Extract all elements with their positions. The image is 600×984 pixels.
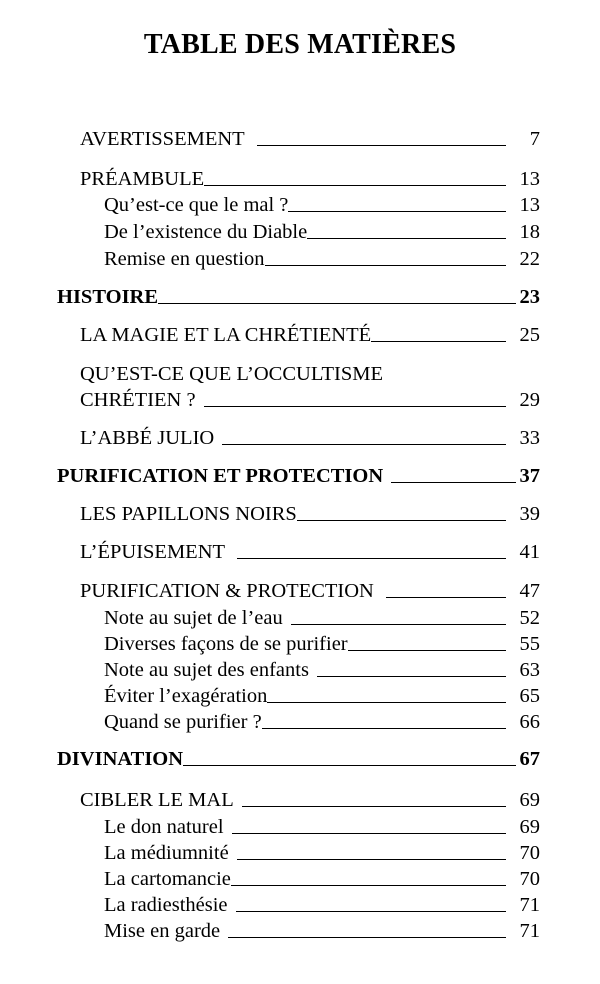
- dot-leader: [317, 676, 506, 677]
- toc-entry-avertissement[interactable]: [80, 126, 540, 152]
- toc-page-number: 13: [519, 194, 540, 216]
- page-title: TABLE DES MATIÈRES: [143, 29, 457, 60]
- dot-leader: [158, 303, 516, 304]
- dot-leader: [204, 406, 506, 407]
- toc-entry-occultisme-chretien[interactable]: [80, 387, 540, 413]
- dot-leader: [222, 444, 506, 445]
- dot-leader: [237, 558, 506, 559]
- toc-page-number: 71: [519, 920, 540, 942]
- toc-entry-label: Note au sujet de l’eau: [104, 607, 283, 629]
- toc-entry-radiesthesie[interactable]: [104, 892, 540, 918]
- toc-entry-papillons-noirs[interactable]: [80, 501, 540, 527]
- toc-entry-label: PRÉAMBULE: [80, 168, 205, 190]
- toc-entry-note-enfants[interactable]: [104, 657, 540, 683]
- toc-entry-label: LA MAGIE ET LA CHRÉTIENTÉ: [80, 324, 372, 346]
- toc-entry-label: Le don naturel: [104, 816, 224, 838]
- toc-page-number: 70: [519, 842, 540, 864]
- dot-leader: [267, 702, 506, 703]
- toc-entry-quest-ce-que-le-mal[interactable]: [104, 192, 540, 218]
- toc-entry-magie-chretiente[interactable]: [80, 322, 540, 348]
- toc-page-number: 22: [519, 248, 540, 270]
- dot-leader: [262, 728, 506, 729]
- toc-section-histoire[interactable]: [57, 284, 540, 310]
- dot-leader: [183, 765, 516, 766]
- toc-entry-mise-en-garde[interactable]: [104, 918, 540, 944]
- toc-page-number: 29: [519, 389, 540, 411]
- toc-page-number: 71: [519, 894, 540, 916]
- toc-page-number: 41: [519, 541, 540, 563]
- dot-leader: [297, 520, 506, 521]
- toc-entry-label: LES PAPILLONS NOIRS: [80, 503, 297, 525]
- toc-entry-label: HISTOIRE: [57, 286, 159, 308]
- toc-page-number: 37: [519, 465, 540, 487]
- dot-leader: [265, 265, 506, 266]
- toc-page-number: 52: [519, 607, 540, 629]
- toc-entry-abbe-julio[interactable]: [80, 425, 540, 451]
- toc-entry-existence-du-diable[interactable]: [104, 219, 540, 245]
- toc-entry-label: Mise en garde: [104, 920, 221, 942]
- dot-leader: [371, 341, 506, 342]
- dot-leader: [242, 806, 506, 807]
- toc-entry-label-line1: QU’EST-CE QUE L’OCCULTISME: [80, 363, 383, 385]
- toc-page-number: 25: [519, 324, 540, 346]
- toc-page-number: 65: [519, 685, 540, 707]
- toc-entry-label: CIBLER LE MAL: [80, 789, 234, 811]
- dot-leader: [291, 624, 506, 625]
- toc-page-number: 39: [519, 503, 540, 525]
- toc-entry-eviter-exageration[interactable]: [104, 683, 540, 709]
- toc-entry-mediumnite[interactable]: [104, 840, 540, 866]
- dot-leader: [386, 597, 506, 598]
- toc-entry-label: Diverses façons de se purifier: [104, 633, 348, 655]
- toc-page-number: 7: [529, 128, 540, 150]
- dot-leader: [307, 238, 506, 239]
- dot-leader: [257, 145, 506, 146]
- dot-leader: [348, 650, 506, 651]
- dot-leader: [236, 911, 506, 912]
- toc-page-number: 66: [519, 711, 540, 733]
- toc-entry-cartomancie[interactable]: [104, 866, 540, 892]
- toc-entry-label: L’ÉPUISEMENT: [80, 541, 226, 563]
- toc-entry-label: PURIFICATION & PROTECTION: [80, 580, 374, 602]
- dot-leader: [231, 885, 506, 886]
- toc-entry-cibler-le-mal[interactable]: [80, 787, 540, 813]
- toc-entry-label: La cartomancie: [104, 868, 231, 890]
- toc-entry-remise-en-question[interactable]: [104, 246, 540, 272]
- toc-entry-label: L’ABBÉ JULIO: [80, 427, 215, 449]
- toc-entry-quand-se-purifier[interactable]: [104, 709, 540, 735]
- toc-entry-label: Note au sujet des enfants: [104, 659, 309, 681]
- toc-entry-label: PURIFICATION ET PROTECTION: [57, 465, 384, 487]
- toc-page-number: 69: [519, 816, 540, 838]
- toc-entry-label: La médiumnité: [104, 842, 229, 864]
- toc-entry-preambule[interactable]: [80, 166, 540, 192]
- dot-leader: [237, 859, 506, 860]
- dot-leader: [232, 833, 506, 834]
- toc-entry-label: DIVINATION: [57, 748, 184, 770]
- toc-page-number: 13: [519, 168, 540, 190]
- toc-entry-note-eau[interactable]: [104, 605, 540, 631]
- toc-entry-label-line2: CHRÉTIEN ?: [80, 389, 196, 411]
- toc-entry-label: Éviter l’exagération: [104, 685, 268, 707]
- toc-section-divination[interactable]: [57, 746, 540, 772]
- toc-page-number: 63: [519, 659, 540, 681]
- toc-entry-don-naturel[interactable]: [104, 814, 540, 840]
- toc-page-number: 69: [519, 789, 540, 811]
- dot-leader: [391, 482, 516, 483]
- toc-section-purification-protection[interactable]: [57, 463, 540, 489]
- dot-leader: [204, 185, 506, 186]
- dot-leader: [288, 211, 506, 212]
- toc-page-number: 67: [519, 748, 540, 770]
- toc-page-number: 70: [519, 868, 540, 890]
- toc-entry-label: Qu’est-ce que le mal ?: [104, 194, 289, 216]
- toc-page-number: 33: [519, 427, 540, 449]
- toc-entry-label: De l’existence du Diable: [104, 221, 308, 243]
- toc-entry-epuisement[interactable]: [80, 539, 540, 565]
- toc-page-number: 18: [519, 221, 540, 243]
- toc-page-number: 23: [519, 286, 540, 308]
- dot-leader: [228, 937, 506, 938]
- toc-page-number: 47: [519, 580, 540, 602]
- toc-entry-purification-et-protection[interactable]: [80, 578, 540, 604]
- toc-entry-label: AVERTISSEMENT: [80, 128, 245, 150]
- toc-entry-label: La radiesthésie: [104, 894, 228, 916]
- toc-page-number: 55: [519, 633, 540, 655]
- toc-entry-label: Quand se purifier ?: [104, 711, 262, 733]
- toc-entry-label: Remise en question: [104, 248, 265, 270]
- toc-entry-diverses-facons[interactable]: [104, 631, 540, 657]
